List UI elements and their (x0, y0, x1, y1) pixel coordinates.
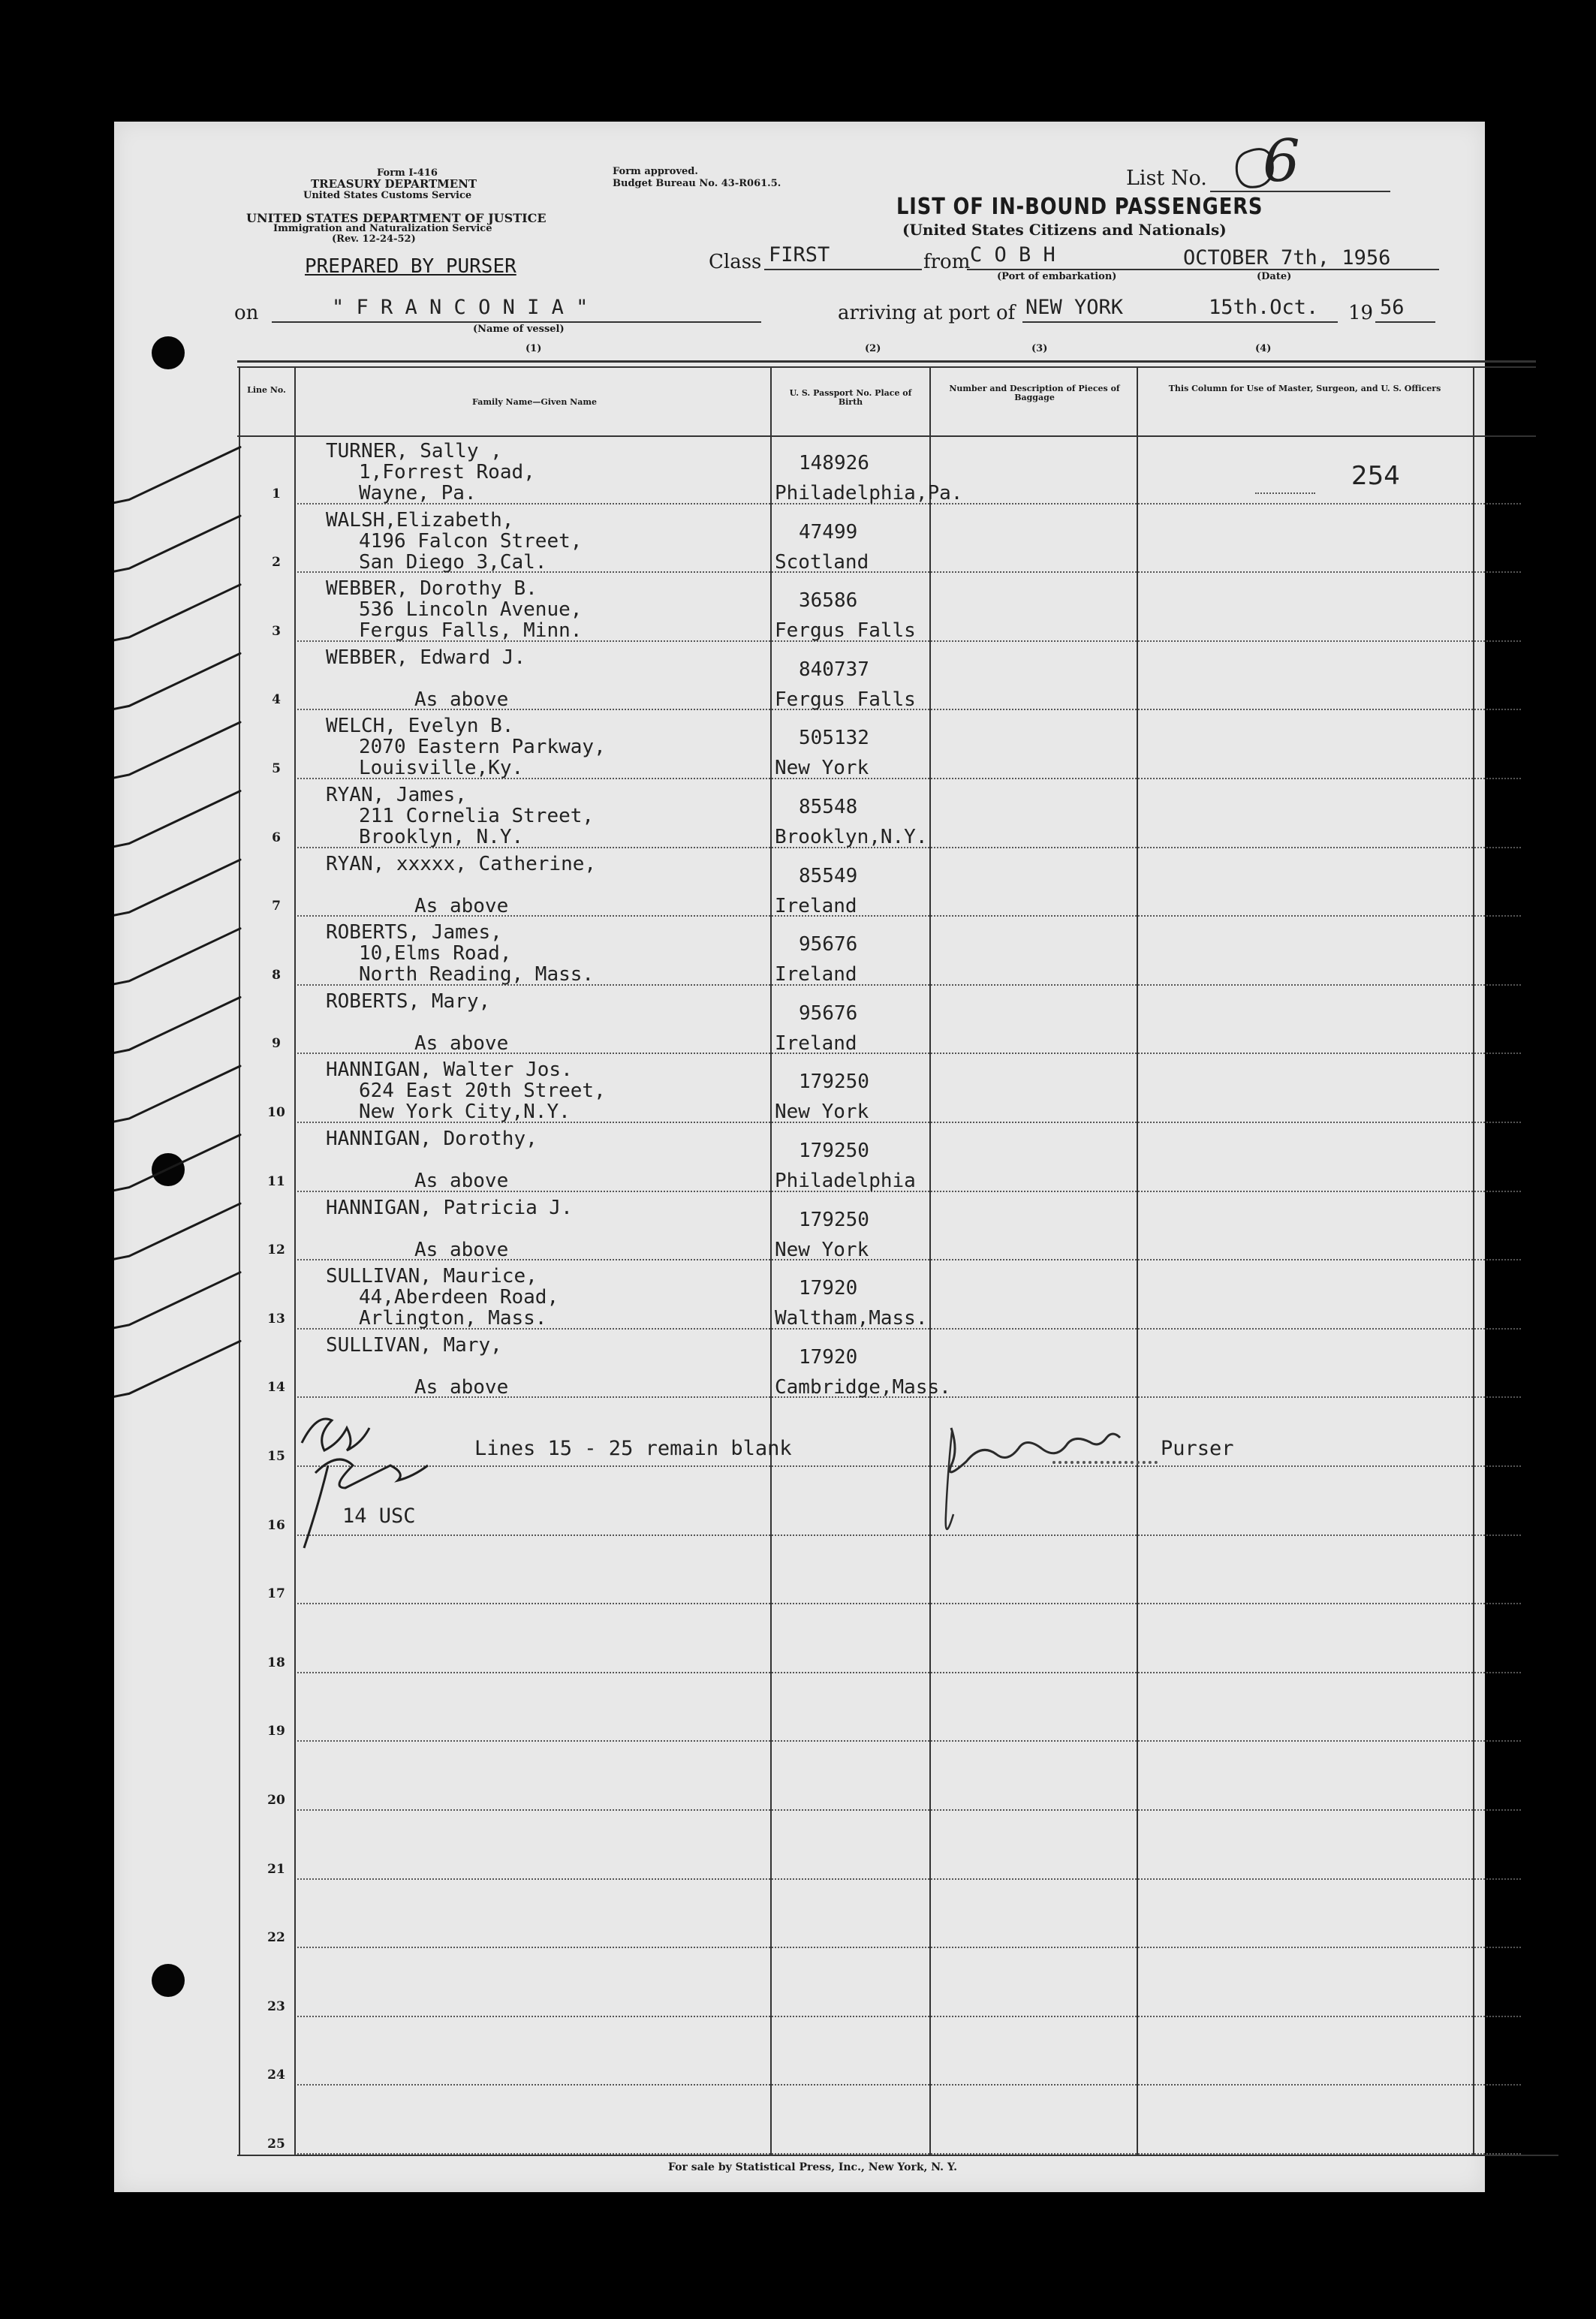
passport-number: 85549 (799, 864, 858, 887)
place-of-birth: New York (775, 1101, 869, 1124)
place-of-birth: Cambridge,Mass. (775, 1375, 951, 1399)
passenger-name: WEBBER, Dorothy B. (326, 577, 538, 601)
passport-number: 36586 (799, 589, 858, 613)
passenger-address-line: Wayne, Pa. (359, 482, 477, 504)
passenger-address-line: As above (414, 894, 509, 917)
handwritten-note (302, 1419, 369, 1450)
line-number: 10 (267, 1105, 285, 1120)
line-number: 11 (267, 1173, 285, 1189)
place-of-birth: Ireland (775, 894, 857, 917)
passenger-name: HANNIGAN, Dorothy, (326, 1128, 538, 1150)
handwriting-overlay (114, 122, 1485, 2192)
header-family-name: Family Name—Given Name (472, 397, 597, 407)
arrival-port: NEW YORK (1025, 296, 1124, 319)
passenger-name: SULLIVAN, Maurice, (326, 1265, 538, 1288)
passenger-name: HANNIGAN, Walter Jos. (326, 1059, 573, 1082)
line-number: 19 (267, 1724, 285, 1739)
passenger-address-line: As above (414, 1238, 509, 1261)
line-number: 14 (267, 1380, 285, 1396)
col-number-4: (4) (1255, 343, 1272, 354)
line-number: 18 (267, 1655, 285, 1670)
line-number: 12 (267, 1242, 285, 1258)
form-approved: Form approved. (613, 166, 698, 177)
handwritten-initials (315, 1459, 428, 1488)
passenger-name: ROBERTS, James, (326, 921, 502, 944)
passport-number: 47499 (799, 520, 858, 544)
passenger-name: RYAN, xxxxx, Catherine, (326, 852, 597, 875)
class-value: FIRST (769, 243, 830, 267)
line-number: 15 (267, 1449, 285, 1464)
passport-number: 840737 (799, 658, 869, 681)
line-number: 5 (272, 761, 281, 776)
list-no-label: List No. (1126, 167, 1207, 190)
place-of-birth: Philadelphia,Pa. (775, 482, 963, 504)
passport-number: 179250 (799, 1140, 869, 1162)
passenger-address-line: Louisville,Ky. (359, 757, 524, 780)
check-mark-icon (114, 1272, 240, 1328)
line-number: 6 (272, 830, 281, 845)
class-label: Class (709, 251, 762, 273)
col-number-2: (2) (865, 343, 881, 354)
passenger-name: ROBERTS, Mary, (326, 989, 491, 1013)
passport-number: 17920 (799, 1345, 858, 1369)
passport-number: 179250 (799, 1071, 869, 1094)
place-of-birth: Waltham,Mass. (775, 1307, 928, 1330)
treasury-dept: TREASURY DEPARTMENT (311, 177, 477, 191)
check-mark-icon (114, 447, 240, 1397)
form-number: Form I-416 (377, 167, 438, 179)
passport-number: 148926 (799, 452, 869, 474)
passport-number: 505132 (799, 727, 869, 750)
passport-number: 95676 (799, 1001, 858, 1025)
handwritten-stroke (304, 1465, 328, 1548)
list-no-value: 6 (1263, 128, 1300, 195)
passenger-address-line: 536 Lincoln Avenue, (359, 598, 583, 622)
passenger-address-line: North Reading, Mass. (359, 963, 595, 986)
col-number-3: (3) (1031, 343, 1048, 354)
line-number: 17 (267, 1586, 285, 1602)
vessel-name: " F R A N C O N I A " (332, 296, 589, 319)
line-number: 23 (267, 1998, 285, 2014)
line-number: 9 (272, 1036, 281, 1052)
header-line-no: Line No. (247, 385, 286, 395)
place-of-birth: New York (775, 1238, 869, 1261)
purser-signature (950, 1428, 1120, 1472)
passport-number: 95676 (799, 933, 858, 956)
arrival-date: 15th.Oct. (1209, 296, 1319, 319)
check-mark-icon (114, 929, 240, 984)
check-mark-icon (114, 1341, 240, 1396)
arrival-year: 56 (1380, 296, 1405, 319)
line-number: 13 (267, 1311, 285, 1327)
purser-signature-stroke (946, 1432, 953, 1529)
place-of-birth: Philadelphia (775, 1170, 916, 1192)
passenger-name: WEBBER, Edward J. (326, 646, 526, 669)
form-title: LIST OF IN-BOUND PASSENGERS (896, 194, 1263, 220)
line-number: 1 (272, 486, 281, 501)
check-mark-icon (114, 585, 240, 640)
revision-date: (Rev. 12-24-52) (332, 233, 416, 245)
place-of-birth: Ireland (775, 1032, 857, 1055)
check-mark-icon (114, 516, 240, 571)
passenger-address-line: As above (414, 688, 509, 711)
embarkation-caption: (Port of embarkation) (997, 271, 1117, 282)
check-mark-icon (114, 860, 240, 915)
passport-number: 17920 (799, 1277, 858, 1300)
check-mark-icon (114, 997, 240, 1053)
line-number: 16 (267, 1517, 285, 1533)
passenger-address-line: Arlington, Mass. (359, 1307, 547, 1330)
line-number: 8 (272, 967, 281, 983)
check-mark-icon (114, 722, 240, 778)
header-baggage: Number and Description of Pieces of Baggage (949, 384, 1120, 402)
arrival-year-prefix: 19 (1348, 302, 1374, 324)
passenger-address-line: 10,Elms Road, (359, 942, 512, 965)
check-mark-icon (114, 447, 240, 503)
passport-number: 85548 (799, 796, 858, 818)
date-caption: (Date) (1257, 271, 1292, 282)
on-label: on (234, 302, 259, 324)
passenger-address-line: Brooklyn, N.Y. (359, 826, 524, 848)
passenger-name: HANNIGAN, Patricia J. (326, 1196, 573, 1219)
passenger-list-form (114, 122, 1485, 2192)
check-mark-icon (114, 1066, 240, 1122)
col-number-1: (1) (525, 343, 542, 354)
embarkation-date: OCTOBER 7th, 1956 (1183, 246, 1391, 270)
place-of-birth: Ireland (775, 963, 857, 986)
passenger-address-line: As above (414, 1032, 509, 1055)
line-number: 25 (267, 2137, 285, 2152)
place-of-birth: Scotland (775, 550, 869, 574)
purser-label: Purser (1161, 1437, 1234, 1460)
passport-number: 179250 (799, 1208, 869, 1231)
arriving-label: arriving at port of (838, 302, 1016, 324)
check-mark-icon (114, 1135, 240, 1191)
place-of-birth: Fergus Falls (775, 688, 916, 711)
passenger-name: WELCH, Evelyn B. (326, 715, 514, 738)
check-mark-icon (114, 653, 240, 709)
line-number: 3 (272, 623, 281, 639)
line-number: 20 (267, 1793, 285, 1808)
place-of-birth: Brooklyn,N.Y. (775, 826, 928, 848)
header-passport: U. S. Passport No. Place of Birth (789, 388, 912, 407)
place-of-birth: Fergus Falls (775, 619, 916, 643)
line-number: 4 (272, 692, 281, 708)
passenger-address-line: 624 East 20th Street, (359, 1080, 606, 1103)
passenger-address-line: 44,Aberdeen Road, (359, 1286, 559, 1309)
form-subtitle: (United States Citizens and Nationals) (902, 221, 1227, 239)
passenger-name: RYAN, James, (326, 784, 467, 806)
line-number: 7 (272, 899, 281, 914)
passenger-address-line: 4196 Falcon Street, (359, 529, 583, 553)
passenger-address-line: San Diego 3,Cal. (359, 550, 547, 574)
passenger-address-line: 1,Forrest Road, (359, 461, 535, 483)
officer-entry: 254 (1351, 461, 1400, 491)
line-number: 21 (267, 1861, 285, 1877)
from-label: from (923, 251, 971, 273)
passenger-address-line: Fergus Falls, Minn. (359, 619, 583, 643)
check-mark-icon (114, 791, 240, 847)
passenger-name: TURNER, Sally , (326, 440, 502, 462)
customs-service: United States Customs Service (303, 190, 472, 201)
list-number-circle (1236, 149, 1272, 188)
place-of-birth: New York (775, 757, 869, 780)
passenger-address-line: 2070 Eastern Parkway, (359, 736, 606, 759)
passenger-name: WALSH,Elizabeth, (326, 508, 514, 532)
passenger-name: SULLIVAN, Mary, (326, 1333, 502, 1357)
ins-service: Immigration and Naturalization Service (273, 223, 492, 234)
blank-lines-note: Lines 15 - 25 remain blank (474, 1437, 792, 1460)
header-officers: This Column for Use of Master, Surgeon, and U. S. Officers (1168, 384, 1441, 393)
justice-dept: UNITED STATES DEPARTMENT OF JUSTICE (246, 211, 547, 225)
usc-note: 14 USC (342, 1504, 416, 1528)
passenger-address-line: As above (414, 1375, 509, 1399)
check-mark-icon (114, 1203, 240, 1259)
passenger-address-line: New York City,N.Y. (359, 1101, 571, 1124)
line-number: 2 (272, 555, 281, 571)
budget-bureau: Budget Bureau No. 43-R061.5. (613, 178, 781, 189)
vessel-caption: (Name of vessel) (473, 324, 565, 335)
footer-printer: For sale by Statistical Press, Inc., New York, N. Y. (668, 2161, 957, 2173)
passenger-address-line: As above (414, 1170, 509, 1192)
line-number: 22 (267, 1930, 285, 1946)
prepared-by: PREPARED BY PURSER (305, 255, 516, 278)
line-number: 24 (267, 2068, 285, 2083)
passenger-address-line: 211 Cornelia Street, (359, 805, 595, 827)
embarkation-port: C O B H (970, 243, 1055, 267)
